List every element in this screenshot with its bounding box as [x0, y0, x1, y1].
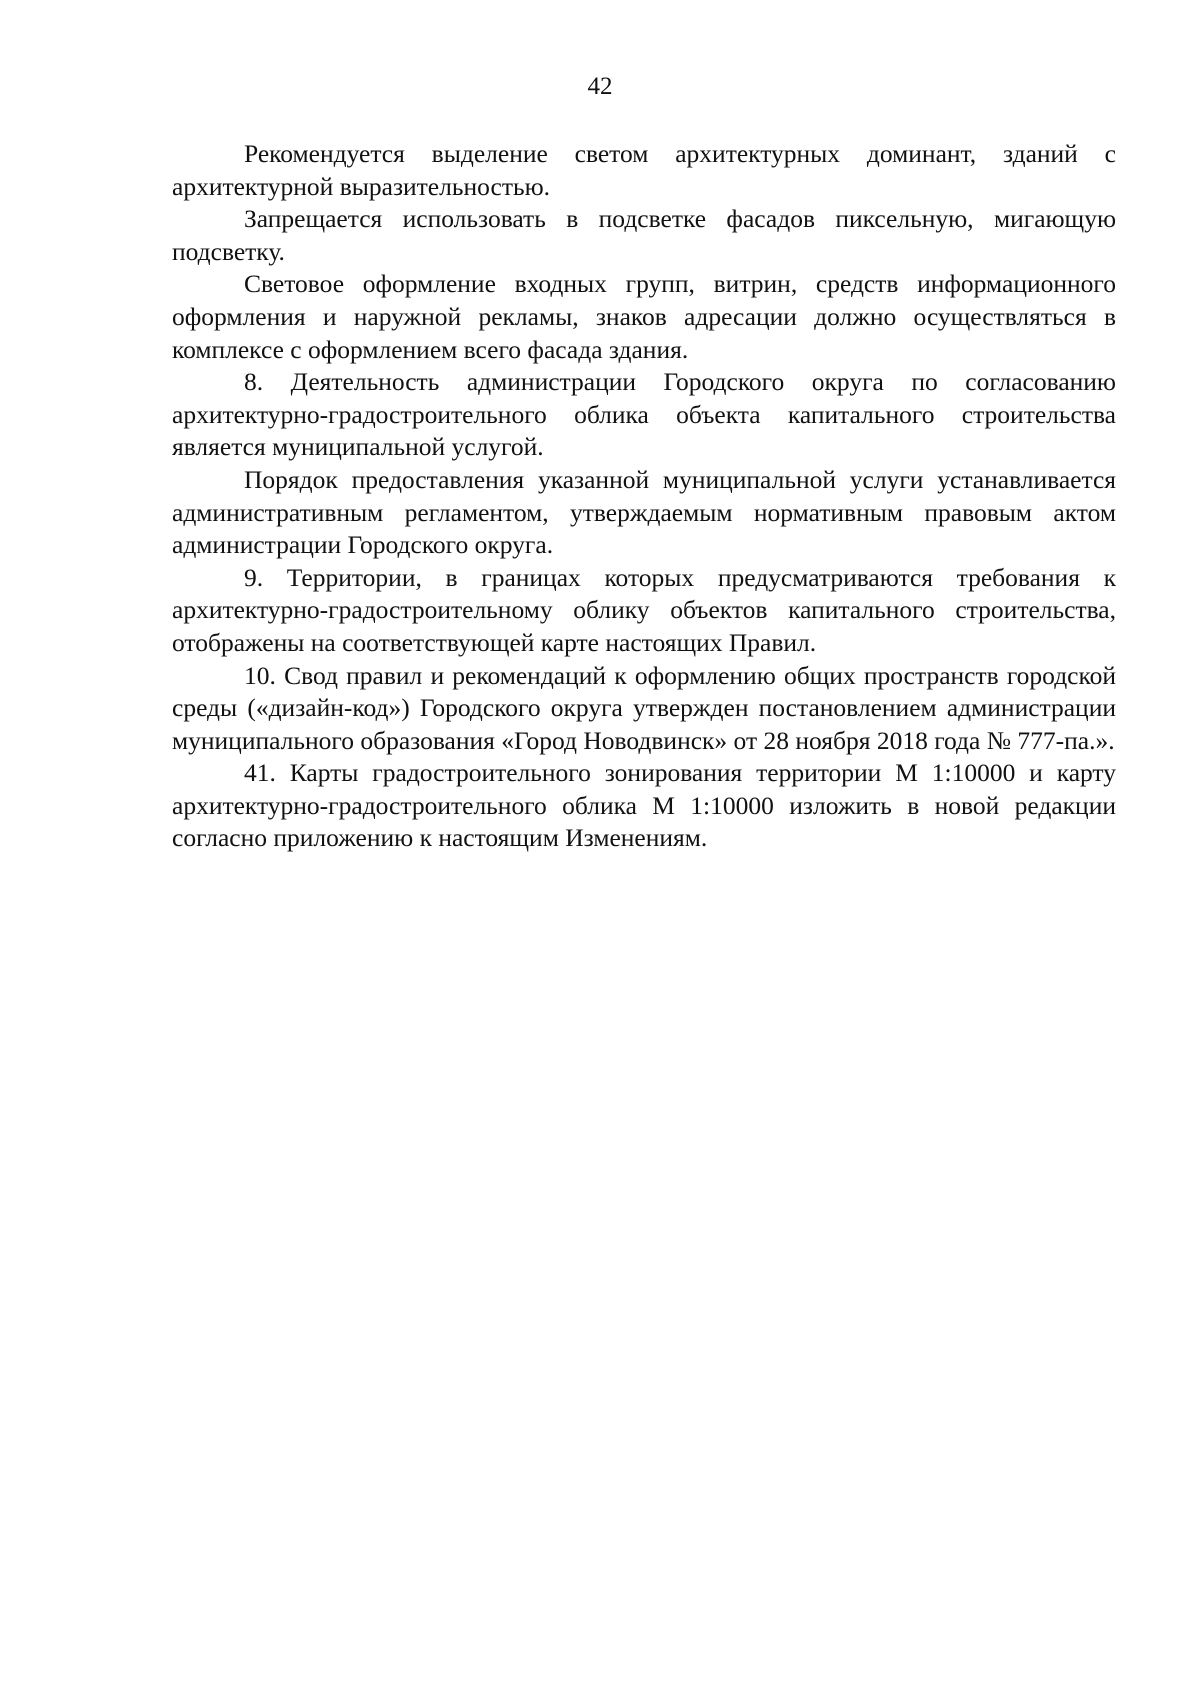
paragraph-item-8: 8. Деятельность администрации Городского округа по согласованию архитектурно-градостроительного облика объекта капитального строительства является муниципальной услугой.: [172, 367, 1116, 462]
paragraph-item-9: 9. Территории, в границах которых предусматриваются требования к архитектурно-градостроительному облику объектов капитального строительства, отображены на соответствующей карте настоящих Правил.: [172, 562, 1116, 657]
paragraph-service-procedure: Порядок предоставления указанной муниципальной услуги устанавливается административным регламентом, утверждаемым нормативным правовым актом администрации Городского округа.: [172, 464, 1116, 560]
document-body: [172, 138, 1116, 855]
paragraph-lighting-dominants: Рекомендуется выделение светом архитектурных доминант, зданий с архитектурной выразительностью.: [172, 139, 1116, 201]
paragraph-entrance-lighting: Световое оформление входных групп, витрин, средств информационного оформления и наружной рекламы, знаков адресации должно осуществляться в комплексе с оформлением всего фасада здания.: [172, 269, 1116, 364]
paragraph-item-10: 10. Свод правил и рекомендаций к оформлению общих пространств городской среды («дизайн-код») Городского округа утвержден постановлением администрации муниципального образования «Город Новодвинск» от 28 ноября 2018 года № 777-па.».: [172, 660, 1116, 755]
paragraph-item-41: 41. Карты градостроительного зонирования территории М 1:10000 и карту архитектурно-градостроительного облика М 1:10000 изложить в новой редакции согласно приложению к настоящим Изменениям.: [172, 758, 1116, 853]
paragraph-flashing-prohibited: Запрещается использовать в подсветке фасадов пиксельную, мигающую подсветку.: [172, 204, 1116, 266]
page-number: 42: [587, 73, 613, 100]
